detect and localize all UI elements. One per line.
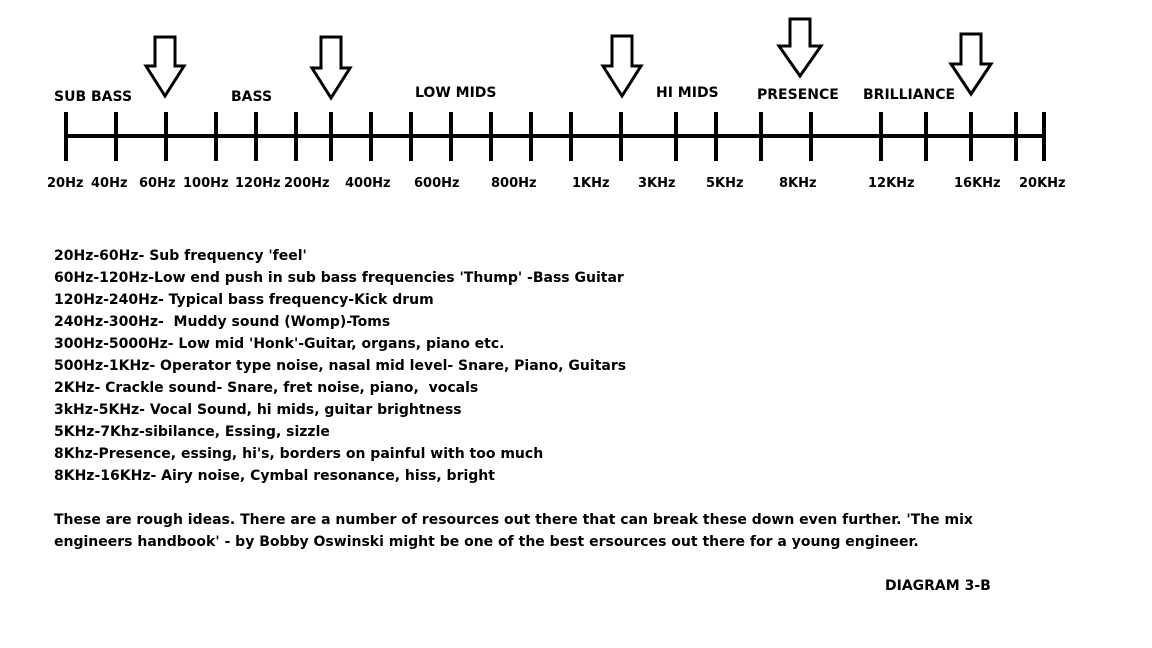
band-label-brilliance: BRILLIANCE	[863, 87, 956, 103]
freq-label-12khz: 12KHz	[868, 176, 915, 191]
down-arrow-icon	[603, 36, 641, 96]
freq-label-100hz: 100Hz	[183, 176, 229, 191]
freq-label-800hz: 800Hz	[491, 176, 537, 191]
diagram-caption: DIAGRAM 3-B	[885, 578, 991, 594]
band-label-sub-bass: SUB BASS	[54, 89, 133, 105]
band-label-presence: PRESENCE	[757, 87, 839, 103]
description-line: 300Hz-5000Hz- Low mid 'Honk'-Guitar, organs, piano etc.	[54, 336, 505, 352]
freq-label-5khz: 5KHz	[706, 176, 744, 191]
down-arrow-icon	[312, 37, 350, 98]
freq-label-20hz: 20Hz	[47, 176, 84, 191]
band-label-bass: BASS	[231, 89, 273, 105]
description-line: 2KHz- Crackle sound- Snare, fret noise, piano, vocals	[54, 380, 479, 396]
down-arrow-icon	[779, 19, 821, 76]
frequency-descriptions	[54, 245, 1114, 553]
freq-label-3khz: 3KHz	[638, 176, 676, 191]
frequency-scale-diagram	[0, 0, 1152, 240]
description-line: 240Hz-300Hz- Muddy sound (Womp)-Toms	[54, 314, 391, 330]
down-arrow-icon	[146, 37, 184, 96]
band-label-hi-mids: HI MIDS	[656, 85, 719, 101]
description-line: 500Hz-1KHz- Operator type noise, nasal mid level- Snare, Piano, Guitars	[54, 358, 627, 374]
freq-label-1khz: 1KHz	[572, 176, 610, 191]
freq-label-16khz: 16KHz	[954, 176, 1001, 191]
freq-label-8khz: 8KHz	[779, 176, 817, 191]
freq-label-40hz: 40Hz	[91, 176, 128, 191]
description-line: 5KHz-7Khz-sibilance, Essing, sizzle	[54, 424, 330, 440]
freq-label-20khz: 20KHz	[1019, 176, 1066, 191]
band-label-low-mids: LOW MIDS	[415, 85, 497, 101]
down-arrow-icon	[951, 34, 991, 94]
description-line: 60Hz-120Hz-Low end push in sub bass frequencies 'Thump' -Bass Guitar	[54, 270, 624, 286]
freq-label-400hz: 400Hz	[345, 176, 391, 191]
freq-label-600hz: 600Hz	[414, 176, 460, 191]
description-line: 8Khz-Presence, essing, hi's, borders on painful with too much	[54, 446, 544, 462]
freq-label-120hz: 120Hz	[235, 176, 281, 191]
description-line: 120Hz-240Hz- Typical bass frequency-Kick drum	[54, 292, 434, 308]
description-line: 20Hz-60Hz- Sub frequency 'feel'	[54, 248, 307, 264]
description-line: 8KHz-16KHz- Airy noise, Cymbal resonance, hiss, bright	[54, 468, 495, 484]
freq-label-60hz: 60Hz	[139, 176, 176, 191]
freq-label-200hz: 200Hz	[284, 176, 330, 191]
description-line: 3kHz-5KHz- Vocal Sound, hi mids, guitar brightness	[54, 402, 462, 418]
footnote-text: These are rough ideas. There are a number of resources out there that can break these down even further. 'The mix engineers handbook' - by Bobby Oswinski might be one of the best ersources out there for a young engineer.	[54, 512, 973, 550]
